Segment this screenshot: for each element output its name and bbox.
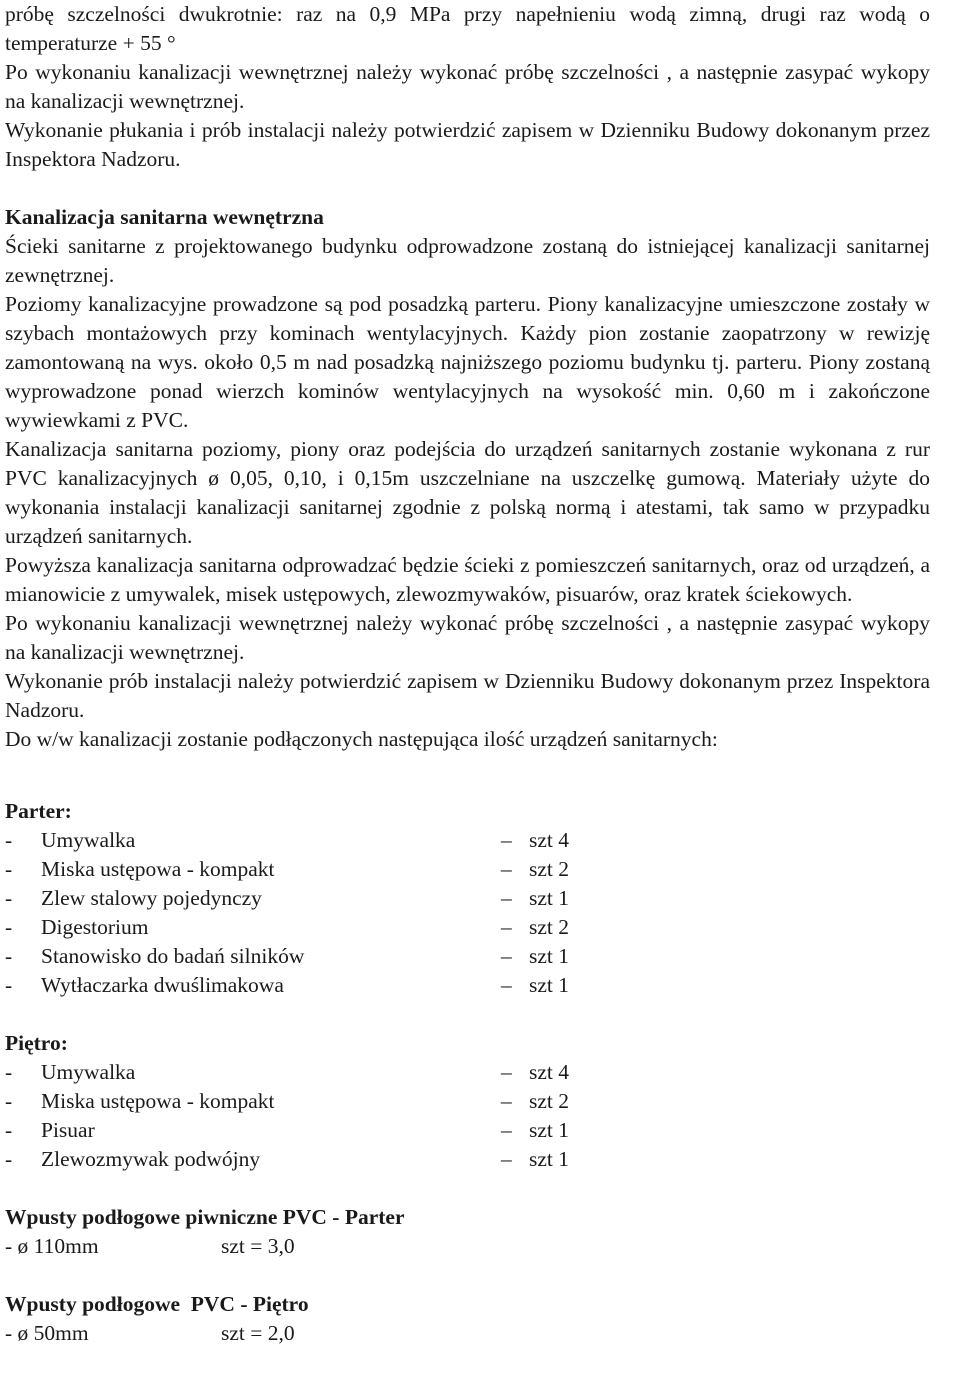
paragraph-risers: Poziomy kanalizacyjne prowadzone są pod posadzką parteru. Piony kanalizacyjne umieszczone zostały w szybach montażowych przy kominach wentylacyjnych. Każdy pion zostanie zaopatrzony w rewizję zamontowaną na wys. około 0,5 m nad posadzką najniższego poziomu budynku tj. parteru. Piony zostaną wyprowadzone ponad wierzch kominów wentylacyjnych na wysokość min. 0,60 m i zakończone wywiewkami z PVC.	[5, 292, 930, 432]
quantity-dash: –	[501, 973, 512, 997]
inlet-quantity: szt = 3,0	[221, 1234, 295, 1258]
paragraph-fixtures-intro: Do w/w kanalizacji zostanie podłączonych następująca ilość urządzeń sanitarnych:	[5, 727, 718, 751]
fixture-quantity	[501, 884, 569, 913]
list-dash: -	[5, 973, 13, 997]
list-dash: -	[5, 886, 13, 910]
list-item	[5, 1145, 930, 1174]
fixture-quantity	[501, 1058, 569, 1087]
quantity-dash: –	[501, 1060, 512, 1084]
list-dash: -	[5, 857, 13, 881]
fixture-name: Miska ustępowa - kompakt	[41, 1089, 275, 1113]
quantity-value: szt 1	[529, 944, 570, 968]
fixture-quantity	[501, 1116, 569, 1145]
quantity-dash: –	[501, 886, 512, 910]
quantity-value: szt 2	[529, 1089, 570, 1113]
fixture-name: Miska ustępowa - kompakt	[41, 857, 275, 881]
inlet-size: - ø 50mm	[5, 1321, 89, 1345]
paragraph-drainage-sources: Powyższa kanalizacja sanitarna odprowadzać będzie ścieki z pomieszczeń sanitarnych, oraz od urządzeń, a mianowicie z umywalek, misek ustępowych, zlewozmywaków, pisuarów, oraz kratek ściekowych.	[5, 553, 930, 606]
list-item	[5, 826, 930, 855]
spacer	[5, 783, 930, 797]
fixture-quantity	[501, 913, 569, 942]
parter-heading: Parter:	[5, 799, 72, 823]
paragraph-tightness-test-2: Po wykonaniu kanalizacji wewnętrznej należy wykonać próbę szczelności , a następnie zasypać wykopy na kanalizacji wewnętrznej.	[5, 611, 930, 664]
list-dash: -	[5, 1089, 13, 1113]
fixture-name: Umywalka	[41, 828, 136, 852]
list-item	[5, 942, 930, 971]
fixture-quantity	[501, 855, 569, 884]
parter-fixtures-list	[5, 826, 930, 1000]
fixture-name: Zlewozmywak podwójny	[41, 1147, 261, 1171]
list-item	[5, 855, 930, 884]
paragraph-pipes-material: Kanalizacja sanitarna poziomy, piony oraz podejścia do urządzeń sanitarnych zostanie wykonana z rur PVC kanalizacyjnych ø 0,05, 0,10, i 0,15m uszczelniane na uszczelkę gumową. Materiały użyte do wykonania instalacji kanalizacji sanitarnej zgodnie z polską normą i atestami, tak samo w przypadku urządzeń sanitarnych.	[5, 437, 930, 548]
quantity-dash: –	[501, 1089, 512, 1113]
list-dash: -	[5, 1118, 13, 1142]
section-heading: Kanalizacja sanitarna wewnętrzna	[5, 205, 324, 229]
quantity-value: szt 4	[529, 828, 570, 852]
fixture-name: Digestorium	[41, 915, 149, 939]
list-dash: -	[5, 915, 13, 939]
list-item	[5, 913, 930, 942]
inlet-quantity: szt = 2,0	[221, 1321, 295, 1345]
fixture-name: Stanowisko do badań silników	[41, 944, 305, 968]
quantity-dash: –	[501, 915, 512, 939]
pietro-heading: Piętro:	[5, 1031, 68, 1055]
quantity-value: szt 2	[529, 915, 570, 939]
quantity-value: szt 1	[529, 886, 570, 910]
list-dash: -	[5, 1060, 13, 1084]
spacer	[5, 1174, 930, 1203]
fixture-name: Umywalka	[41, 1060, 136, 1084]
spacer	[5, 174, 930, 203]
fixture-quantity	[501, 1145, 569, 1174]
inlet-row-pietro	[5, 1319, 930, 1348]
fixture-name: Zlew stalowy pojedynczy	[41, 886, 262, 910]
fixture-quantity	[501, 942, 569, 971]
spacer	[5, 1000, 930, 1029]
fixture-quantity	[501, 826, 569, 855]
quantity-value: szt 1	[529, 1118, 570, 1142]
inlet-size: - ø 110mm	[5, 1234, 99, 1258]
inlets-pietro-heading: Wpusty podłogowe PVC - Piętro	[5, 1292, 309, 1316]
inlet-row-parter	[5, 1232, 930, 1261]
fixture-name: Pisuar	[41, 1118, 95, 1142]
quantity-dash: –	[501, 828, 512, 852]
paragraph-pressure-test: próbę szczelności dwukrotnie: raz na 0,9 MPa przy napełnieniu wodą zimną, drugi raz wodą o temperaturze + 55 °	[5, 2, 930, 55]
quantity-dash: –	[501, 857, 512, 881]
fixture-quantity	[501, 971, 569, 1000]
quantity-value: szt 4	[529, 1060, 570, 1084]
spacer	[5, 754, 930, 783]
paragraph-record: Wykonanie prób instalacji należy potwierdzić zapisem w Dzienniku Budowy dokonanym przez Inspektora Nadzoru.	[5, 669, 930, 722]
list-dash: -	[5, 1147, 13, 1171]
list-item	[5, 1116, 930, 1145]
paragraph-tightness-test: Po wykonaniu kanalizacji wewnętrznej należy wykonać próbę szczelności , a następnie zasypać wykopy na kanalizacji wewnętrznej.	[5, 60, 930, 113]
quantity-value: szt 1	[529, 1147, 570, 1171]
list-item	[5, 1058, 930, 1087]
list-item	[5, 971, 930, 1000]
fixture-quantity	[501, 1087, 569, 1116]
pietro-fixtures-list	[5, 1058, 930, 1174]
spacer	[5, 1261, 930, 1290]
quantity-value: szt 1	[529, 973, 570, 997]
list-dash: -	[5, 944, 13, 968]
list-item	[5, 884, 930, 913]
quantity-dash: –	[501, 1147, 512, 1171]
fixture-name: Wytłaczarka dwuślimakowa	[41, 973, 284, 997]
paragraph-flushing-record: Wykonanie płukania i prób instalacji należy potwierdzić zapisem w Dzienniku Budowy dokonanym przez Inspektora Nadzoru.	[5, 118, 930, 171]
list-dash: -	[5, 828, 13, 852]
list-item	[5, 1087, 930, 1116]
quantity-dash: –	[501, 1118, 512, 1142]
document-page	[5, 0, 930, 1348]
inlets-parter-heading: Wpusty podłogowe piwniczne PVC - Parter	[5, 1205, 405, 1229]
paragraph-sewage-outlet: Ścieki sanitarne z projektowanego budynku odprowadzone zostaną do istniejącej kanalizacji sanitarnej zewnętrznej.	[5, 234, 930, 287]
quantity-dash: –	[501, 944, 512, 968]
quantity-value: szt 2	[529, 857, 570, 881]
